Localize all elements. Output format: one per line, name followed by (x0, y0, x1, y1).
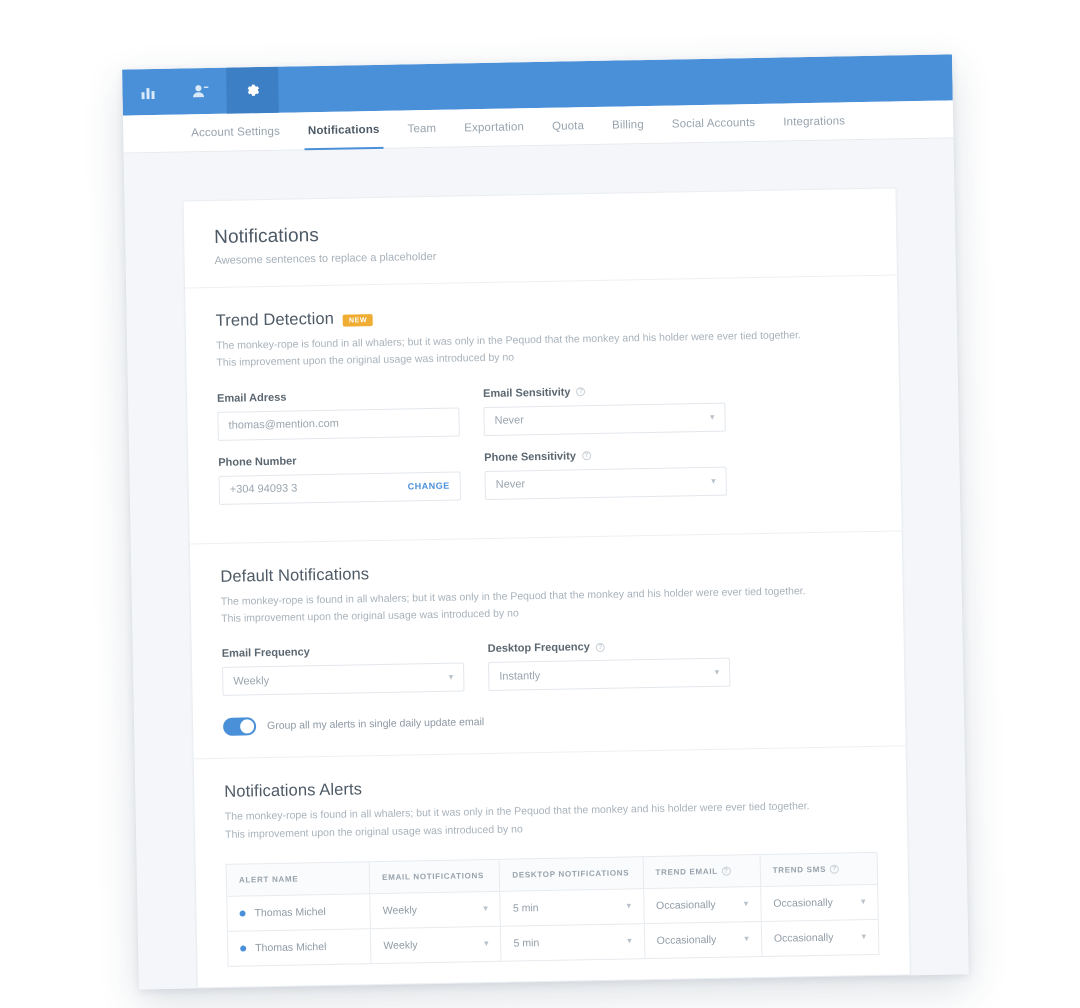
col-trend-sms-text: TREND SMS (772, 864, 827, 875)
tab-notifications[interactable]: Notifications (294, 111, 394, 150)
tab-exportation[interactable]: Exportation (464, 120, 525, 134)
field-phone-sensitivity (484, 447, 727, 499)
status-dot-icon (239, 910, 245, 916)
cell-alert-name (227, 894, 371, 932)
chevron-down-icon: ▾ (711, 475, 716, 486)
cell-email-frequency[interactable] (370, 891, 501, 928)
desktop-frequency-cell-select[interactable] (513, 935, 631, 949)
tab-quota[interactable]: Quota (551, 119, 585, 133)
desktop-frequency-cell-select[interactable] (513, 900, 631, 914)
info-icon[interactable]: ? (830, 864, 839, 873)
trend-sms-cell-value: Occasionally (773, 931, 834, 945)
phone-change-button[interactable]: CHANGE (407, 480, 450, 492)
cell-trend-email[interactable] (643, 886, 761, 923)
chevron-down-icon: ▾ (861, 931, 867, 942)
notifications-alerts-description: The monkey-rope is found in all whalers; but it was only in the Pequod that the monkey and his holder were ever tied together. This improvement upon the original usage was introduced by no (224, 800, 810, 841)
page-title: Notifications (213, 225, 320, 248)
group-alerts-label: Group all my alerts in single daily update email (267, 716, 485, 733)
alert-name-value: Thomas Michel (254, 905, 326, 920)
alert-name-wrap (239, 905, 357, 919)
trend-email-cell-select[interactable] (657, 933, 749, 947)
tab-billing[interactable]: Billing (611, 118, 644, 132)
chevron-down-icon: ▾ (627, 935, 632, 946)
cell-desktop-frequency[interactable] (501, 924, 645, 962)
group-alerts-toggle[interactable] (223, 718, 256, 737)
email-address-value: thomas@mention.com (228, 417, 339, 432)
email-frequency-cell-value: Weekly (383, 939, 418, 952)
desktop-frequency-cell-value: 5 min (512, 901, 539, 915)
chevron-down-icon: ▾ (626, 900, 632, 911)
tab-integrations[interactable]: Integrations (783, 114, 846, 128)
phone-sensitivity-select[interactable] (484, 466, 726, 499)
default-notifications-description: The monkey-rope is found in all whalers; but it was only in the Pequod that the monkey and his holder were ever tied together. This improvement upon the original usage was introduced by no (220, 584, 806, 625)
email-address-label: Email Adress (217, 391, 287, 405)
info-icon[interactable]: ? (722, 866, 731, 875)
phone-sensitivity-value: Never (495, 478, 526, 491)
section-trend-detection (185, 275, 902, 544)
phone-sensitivity-label-text: Phone Sensitivity (484, 449, 577, 464)
section-default-notifications (190, 531, 906, 760)
notifications-alerts-title: Notifications Alerts (224, 780, 363, 802)
cell-trend-email[interactable] (644, 921, 762, 958)
trend-sms-cell-select[interactable] (773, 896, 865, 910)
notifications-card (182, 187, 910, 988)
phone-number-input[interactable] (219, 471, 461, 504)
nav-settings-button[interactable] (226, 67, 279, 114)
field-email-address (217, 388, 460, 440)
field-desktop-frequency (488, 639, 731, 691)
alert-name-value: Thomas Michel (255, 940, 327, 955)
phone-number-label: Phone Number (218, 455, 297, 469)
default-notifications-title: Default Notifications (220, 564, 370, 586)
email-sensitivity-label (483, 383, 725, 399)
trend-detection-row-1 (217, 381, 870, 441)
nav-stats-button[interactable] (122, 69, 175, 116)
group-alerts-row (223, 706, 875, 736)
section-notifications-alerts (194, 747, 910, 974)
email-frequency-cell-select[interactable] (383, 938, 488, 952)
cell-desktop-frequency[interactable] (500, 889, 644, 927)
field-email-frequency (222, 644, 465, 696)
desktop-frequency-select[interactable] (488, 658, 730, 691)
info-icon[interactable]: ? (576, 387, 585, 396)
desktop-frequency-label (488, 639, 730, 655)
info-icon[interactable]: ? (596, 643, 605, 652)
new-badge: NEW (343, 314, 373, 327)
info-icon[interactable]: ? (582, 451, 591, 460)
chevron-down-icon: ▾ (744, 933, 749, 944)
phone-number-value: +304 94093 3 (229, 482, 298, 496)
status-dot-icon (240, 945, 246, 951)
email-frequency-select[interactable] (222, 663, 464, 696)
tab-account-settings[interactable]: Account Settings (191, 125, 281, 139)
trend-email-cell-value: Occasionally (655, 898, 716, 912)
tab-team[interactable]: Team (407, 122, 437, 135)
nav-account-button[interactable] (174, 68, 227, 115)
cell-trend-sms[interactable] (761, 919, 879, 956)
col-email-notifications: EMAIL NOTIFICATIONS (369, 859, 500, 893)
trend-detection-row-2 (218, 445, 871, 505)
chevron-down-icon: ▾ (709, 411, 715, 422)
field-phone-number (218, 452, 461, 504)
col-desktop-notifications: DESKTOP NOTIFICATIONS (500, 857, 644, 892)
chevron-down-icon: ▾ (743, 898, 749, 909)
chevron-down-icon: ▾ (448, 671, 454, 682)
email-frequency-label: Email Frequency (221, 646, 310, 661)
email-sensitivity-value: Never (494, 414, 525, 427)
email-address-input[interactable] (217, 407, 459, 440)
desktop-frequency-value: Instantly (499, 669, 541, 683)
desktop-frequency-cell-value: 5 min (513, 936, 540, 950)
col-trend-email (643, 854, 761, 888)
account-icon (192, 84, 208, 98)
page-body (124, 138, 969, 989)
trend-sms-cell-select[interactable] (774, 931, 866, 945)
phone-sensitivity-label (484, 447, 726, 463)
trend-sms-cell-value: Occasionally (773, 896, 833, 910)
field-email-sensitivity (483, 383, 726, 435)
chevron-down-icon: ▾ (714, 667, 720, 678)
desktop-frequency-label-text: Desktop Frequency (487, 641, 590, 656)
tab-social-accounts[interactable]: Social Accounts (671, 116, 756, 131)
alerts-table-body (227, 884, 879, 966)
col-trend-email-text: TREND EMAIL (655, 866, 718, 877)
default-notifications-row (222, 636, 875, 696)
email-sensitivity-label-text: Email Sensitivity (482, 386, 571, 400)
trend-email-cell-select[interactable] (656, 898, 748, 912)
trend-detection-description: The monkey-rope is found in all whalers; but it was only in the Pequod that the monkey and his holder were ever tied together. This improvement upon the original usage was introduced by no (216, 329, 802, 370)
trend-detection-title (216, 300, 868, 331)
page-subtitle: Awesome sentences to replace a placeholder (214, 250, 437, 267)
chevron-down-icon: ▾ (483, 938, 489, 949)
email-sensitivity-select[interactable] (483, 402, 725, 435)
email-frequency-cell-select[interactable] (383, 903, 488, 917)
toggle-knob (240, 720, 254, 734)
chevron-down-icon: ▾ (483, 903, 489, 914)
alerts-table (226, 852, 880, 967)
cell-alert-name (227, 929, 371, 967)
trend-detection-title-text: Trend Detection (215, 309, 335, 330)
alert-name-wrap (240, 940, 358, 954)
stats-icon (141, 85, 155, 98)
chevron-down-icon: ▾ (860, 896, 866, 907)
col-trend-sms (760, 852, 878, 886)
email-frequency-cell-value: Weekly (382, 904, 418, 917)
email-frequency-value: Weekly (233, 674, 270, 688)
app-window (122, 54, 969, 989)
card-header (183, 188, 896, 288)
cell-email-frequency[interactable] (371, 926, 502, 963)
trend-email-cell-value: Occasionally (656, 933, 717, 947)
col-alert-name: ALERT NAME (226, 862, 370, 897)
cell-trend-sms[interactable] (760, 884, 878, 921)
gear-icon (245, 83, 260, 98)
